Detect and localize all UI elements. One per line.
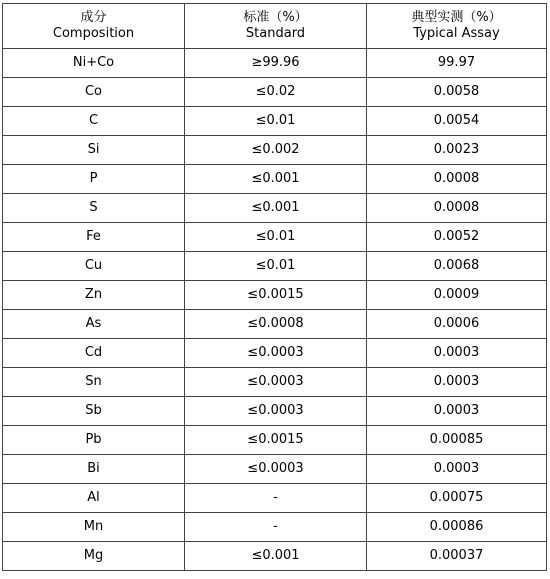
cell-typical-assay: 0.00037 — [367, 542, 547, 571]
cell-element: Sb — [3, 397, 185, 426]
cell-typical-assay: 0.0003 — [367, 455, 547, 484]
table-row — [3, 484, 547, 513]
cell-standard: ≤0.0015 — [185, 281, 367, 310]
header-composition-en: Composition — [52, 26, 135, 41]
table-row — [3, 310, 547, 339]
table-row — [3, 49, 547, 78]
table-row — [3, 223, 547, 252]
cell-typical-assay: 0.0006 — [367, 310, 547, 339]
header-standard-zh: 标准（%） — [243, 10, 308, 25]
cell-typical-assay: 0.0009 — [367, 281, 547, 310]
cell-typical-assay: 0.0003 — [367, 368, 547, 397]
cell-standard: ≤0.01 — [185, 107, 367, 136]
cell-standard: - — [185, 484, 367, 513]
cell-typical-assay: 0.0058 — [367, 78, 547, 107]
cell-standard: ≥99.96 — [185, 49, 367, 78]
cell-typical-assay: 0.0054 — [367, 107, 547, 136]
table-row — [3, 513, 547, 542]
cell-typical-assay: 0.0052 — [367, 223, 547, 252]
cell-element: Mg — [3, 542, 185, 571]
cell-standard: ≤0.001 — [185, 542, 367, 571]
header-standard — [185, 4, 367, 49]
table-body — [3, 49, 547, 571]
cell-standard: ≤0.002 — [185, 136, 367, 165]
cell-standard: ≤0.0003 — [185, 339, 367, 368]
cell-element: Bi — [3, 455, 185, 484]
cell-standard: - — [185, 513, 367, 542]
header-composition — [3, 4, 185, 49]
header-standard-en: Standard — [245, 26, 306, 41]
cell-typical-assay: 0.0003 — [367, 339, 547, 368]
cell-typical-assay: 99.97 — [367, 49, 547, 78]
table-row — [3, 542, 547, 571]
table-row — [3, 397, 547, 426]
cell-standard: ≤0.0003 — [185, 455, 367, 484]
cell-typical-assay: 0.0003 — [367, 397, 547, 426]
cell-standard: ≤0.01 — [185, 252, 367, 281]
table-row — [3, 107, 547, 136]
cell-typical-assay: 0.00085 — [367, 426, 547, 455]
cell-standard: ≤0.0003 — [185, 368, 367, 397]
cell-element: Sn — [3, 368, 185, 397]
cell-typical-assay: 0.0068 — [367, 252, 547, 281]
cell-standard: ≤0.01 — [185, 223, 367, 252]
cell-element: Co — [3, 78, 185, 107]
cell-element: Cu — [3, 252, 185, 281]
table-row — [3, 252, 547, 281]
header-row — [3, 4, 547, 49]
table-row — [3, 455, 547, 484]
cell-element: Ni+Co — [3, 49, 185, 78]
cell-element: Mn — [3, 513, 185, 542]
header-typical-assay-en: Typical Assay — [413, 26, 500, 41]
cell-typical-assay: 0.0008 — [367, 165, 547, 194]
header-typical-assay-zh: 典型实测（%） — [411, 10, 502, 25]
table-row — [3, 194, 547, 223]
cell-typical-assay: 0.00086 — [367, 513, 547, 542]
table-row — [3, 368, 547, 397]
cell-element: S — [3, 194, 185, 223]
table-row — [3, 78, 547, 107]
cell-element: As — [3, 310, 185, 339]
table-row — [3, 339, 547, 368]
table-header — [3, 4, 547, 49]
cell-typical-assay: 0.00075 — [367, 484, 547, 513]
cell-typical-assay: 0.0008 — [367, 194, 547, 223]
table-row — [3, 165, 547, 194]
cell-element: Cd — [3, 339, 185, 368]
cell-element: Fe — [3, 223, 185, 252]
cell-element: Al — [3, 484, 185, 513]
composition-table — [2, 3, 547, 571]
cell-standard: ≤0.001 — [185, 165, 367, 194]
cell-element: Pb — [3, 426, 185, 455]
table-row — [3, 426, 547, 455]
table-row — [3, 281, 547, 310]
cell-standard: ≤0.001 — [185, 194, 367, 223]
cell-typical-assay: 0.0023 — [367, 136, 547, 165]
cell-standard: ≤0.0003 — [185, 397, 367, 426]
cell-element: Zn — [3, 281, 185, 310]
cell-element: P — [3, 165, 185, 194]
header-composition-zh: 成分 — [80, 10, 107, 25]
cell-standard: ≤0.0015 — [185, 426, 367, 455]
cell-element: C — [3, 107, 185, 136]
cell-standard: ≤0.02 — [185, 78, 367, 107]
cell-element: Si — [3, 136, 185, 165]
header-typical-assay — [367, 4, 547, 49]
table-row — [3, 136, 547, 165]
cell-standard: ≤0.0008 — [185, 310, 367, 339]
